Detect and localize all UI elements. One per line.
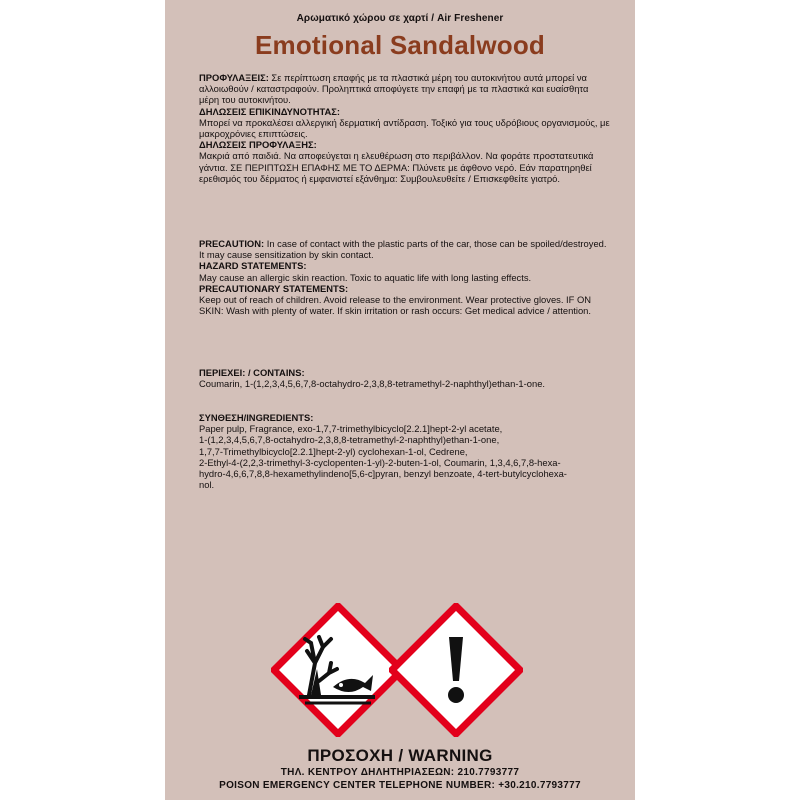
product-subtitle: Αρωματικό χώρου σε χαρτί / Air Freshener (296, 13, 504, 24)
greek-precautionary-text: Μακριά από παιδιά. Να αποφεύγεται η ελευθέρωση στο περιβάλλον. Να φοράτε προστατευτικά γάντια. ΣΕ ΠΕΡΙΠΤΩΣΗ ΕΠΑΦΗΣ ΜΕ ΤΟ ΔΕΡΜΑ: Πλύνετε με άφθονο νερό. Εάν παρατηρηθεί ερεθισμός του δέρματος ή εμφανιστεί εξάνθημα: Συμβουλευθείτε / Επισκεφθείτε γιατρό. (199, 150, 594, 184)
ghs-pictograms (271, 603, 523, 737)
contains-head: ΠΕΡΙΕΧΕΙ: / CONTAINS: (199, 367, 305, 378)
greek-precaution-text: Σε περίπτωση επαφής με τα πλαστικά μέρη του αυτοκινήτου αυτά μπορεί να αλλοιωθούν / καταστραφούν. Προληπτικά αποφύγετε την επαφή με τα πλαστικά και ευαίσθητα μέρη του αυτοκινήτου. (199, 72, 589, 106)
greek-safety-section (199, 72, 611, 184)
ingredients-line: Paper pulp, Fragrance, exo-1,7,7-trimethylbicyclo[2.2.1]hept-2-yl acetate, (199, 423, 503, 435)
greek-precaution (199, 72, 611, 106)
english-precaution-head: PRECAUTION: (199, 238, 265, 249)
english-precaution-text: In case of contact with the plastic parts of the car, those can be spoiled/destroyed. It may cause sensitization by skin contact. (199, 238, 607, 261)
ingredients-line: 1-(1,2,3,4,5,6,7,8-octahydro-2,3,8,8-tetramethyl-2-naphthyl)ethan-1-one, (199, 434, 500, 446)
ingredients-line: 1,7,7-Trimethylbicyclo[2.2.1]hept-2-yl) cyclohexan-1-ol, Cedrene, (199, 445, 468, 457)
contains-section (199, 367, 611, 389)
english-hazard-text: May cause an allergic skin reaction. Toxic to aquatic life with long lasting effects. (199, 271, 532, 283)
ingredients-line: nol. (199, 479, 215, 491)
exclamation-mark-icon (389, 603, 523, 737)
english-precautionary-text: Keep out of reach of children. Avoid release to the environment. Wear protective gloves. IF ON SKIN: Wash with plenty of water. If skin irritation or rash occurs: Get medical advice / attention. (199, 294, 592, 317)
english-hazard-head: HAZARD STATEMENTS: (199, 260, 307, 272)
product-label (165, 0, 635, 800)
warning-signal-word: ΠΡΟΣΟΧΗ / WARNING (307, 746, 493, 765)
ingredients-line: 2-Ethyl-4-(2,2,3-trimethyl-3-cyclopenten-1-yl)-2-buten-1-ol, Coumarin, 1,3,4,6,7,8-hexa- (199, 456, 561, 468)
ingredients-text (199, 423, 611, 490)
poison-center-phone-english: POISON EMERGENCY CENTER TELEPHONE NUMBER: +30.210.7793777 (219, 780, 581, 791)
english-safety-section (199, 238, 611, 316)
greek-precaution-head: ΠΡΟΦΥΛΑΞΕΙΣ: (199, 72, 269, 83)
product-title: Emotional Sandalwood (254, 30, 545, 60)
environment-hazard-icon (271, 603, 405, 737)
greek-hazard-head: ΔΗΛΩΣΕΙΣ ΕΠΙΚΙΝΔΥΝΟΤΗΤΑΣ: (199, 105, 341, 117)
greek-hazard-text: Μπορεί να προκαλέσει αλλεργική δερματική αντίδραση. Τοξικό για τους υδρόβιους οργανισμούς, με μακροχρόνιες επιπτώσεις. (199, 116, 610, 140)
english-precautionary-head: PRECAUTIONARY STATEMENTS: (199, 282, 349, 294)
ingredients-head: ΣΥΝΘΕΣΗ/INGREDIENTS: (199, 412, 314, 423)
english-precaution (199, 238, 611, 260)
ingredients-section (199, 412, 611, 490)
greek-precautionary-head: ΔΗΛΩΣΕΙΣ ΠΡΟΦΥΛΑΞΗΣ: (199, 139, 317, 151)
poison-center-phone-greek: ΤΗΛ. ΚΕΝΤΡΟΥ ΔΗΛΗΤΗΡΙΑΣΕΩΝ: 210.7793777 (280, 767, 520, 778)
contains-text: Coumarin, 1-(1,2,3,4,5,6,7,8-octahydro-2,3,8,8-tetramethyl-2-naphthyl)ethan-1-one. (199, 378, 546, 390)
ingredients-line: hydro-4,6,6,7,8,8-hexamethylindeno[5,6-c]pyran, benzyl benzoate, 4-tert-butylcyclohexa- (199, 468, 567, 480)
